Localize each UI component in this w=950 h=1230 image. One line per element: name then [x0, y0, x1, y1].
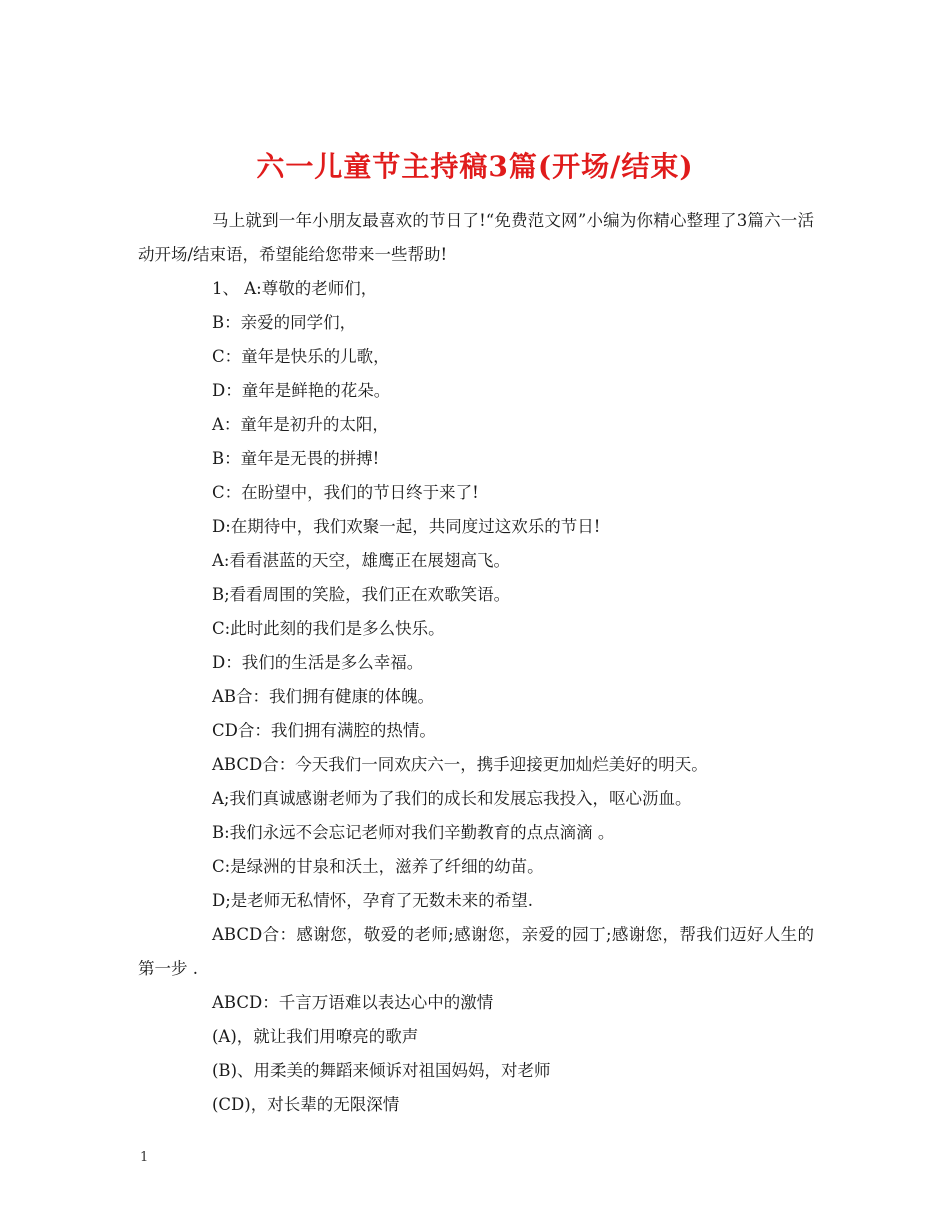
script-line: D：童年是鲜艳的花朵。 — [212, 381, 391, 400]
intro-paragraph: 马上就到一年小朋友最喜欢的节日了!“免费范文网”小编为你精心整理了3篇六一活动开场/结束语，希望能给您带来一些帮助! — [138, 211, 814, 264]
script-line: B:我们永远不会忘记老师对我们辛勤教育的点点滴滴 。 — [212, 823, 615, 842]
document-body — [138, 204, 814, 1122]
script-line: C:是绿洲的甘泉和沃土，滋养了纤细的幼苗。 — [212, 857, 544, 876]
script-line: D：我们的生活是多么幸福。 — [212, 653, 424, 672]
script-line: (A)，就让我们用嘹亮的歌声 — [212, 1027, 419, 1046]
script-line: B;看看周围的笑脸，我们正在欢歌笑语。 — [212, 585, 511, 604]
document-title: 六一儿童节主持稿3篇(开场/结束) — [256, 149, 694, 183]
script-line: D:在期待中，我们欢聚一起，共同度过这欢乐的节日! — [212, 517, 601, 536]
page-number: 1 — [140, 1150, 149, 1165]
script-line: CD合：我们拥有满腔的热情。 — [212, 721, 436, 740]
closing-paragraph: ABCD合：感谢您，敬爱的老师;感谢您，亲爱的园丁;感谢您，帮我们迈好人生的第一步 . — [138, 925, 814, 978]
script-line: A：童年是初升的太阳， — [212, 415, 389, 434]
script-line: A:看看湛蓝的天空，雄鹰正在展翅高飞。 — [212, 551, 510, 570]
script-line: C：童年是快乐的儿歌， — [212, 347, 390, 366]
script-line: C:此时此刻的我们是多么快乐。 — [212, 619, 445, 638]
script-line: C：在盼望中，我们的节日终于来了! — [212, 483, 479, 502]
script-line: B：童年是无畏的拼搏! — [212, 449, 380, 468]
script-line: 1、 A:尊敬的老师们， — [212, 279, 378, 298]
script-line: ABCD合：今天我们一同欢庆六一，携手迎接更加灿烂美好的明天。 — [212, 755, 708, 774]
script-line: D;是老师无私情怀，孕育了无数未来的希望. — [212, 891, 534, 910]
script-line: (CD)，对长辈的无限深情 — [212, 1095, 400, 1114]
script-line: (B)、用柔美的舞蹈来倾诉对祖国妈妈，对老师 — [212, 1061, 551, 1080]
script-line: ABCD：千言万语难以表达心中的激情 — [212, 993, 494, 1012]
script-line: A;我们真诚感谢老师为了我们的成长和发展忘我投入，呕心沥血。 — [212, 789, 692, 808]
script-line: AB合：我们拥有健康的体魄。 — [212, 687, 435, 706]
script-line: B：亲爱的同学们， — [212, 313, 357, 332]
